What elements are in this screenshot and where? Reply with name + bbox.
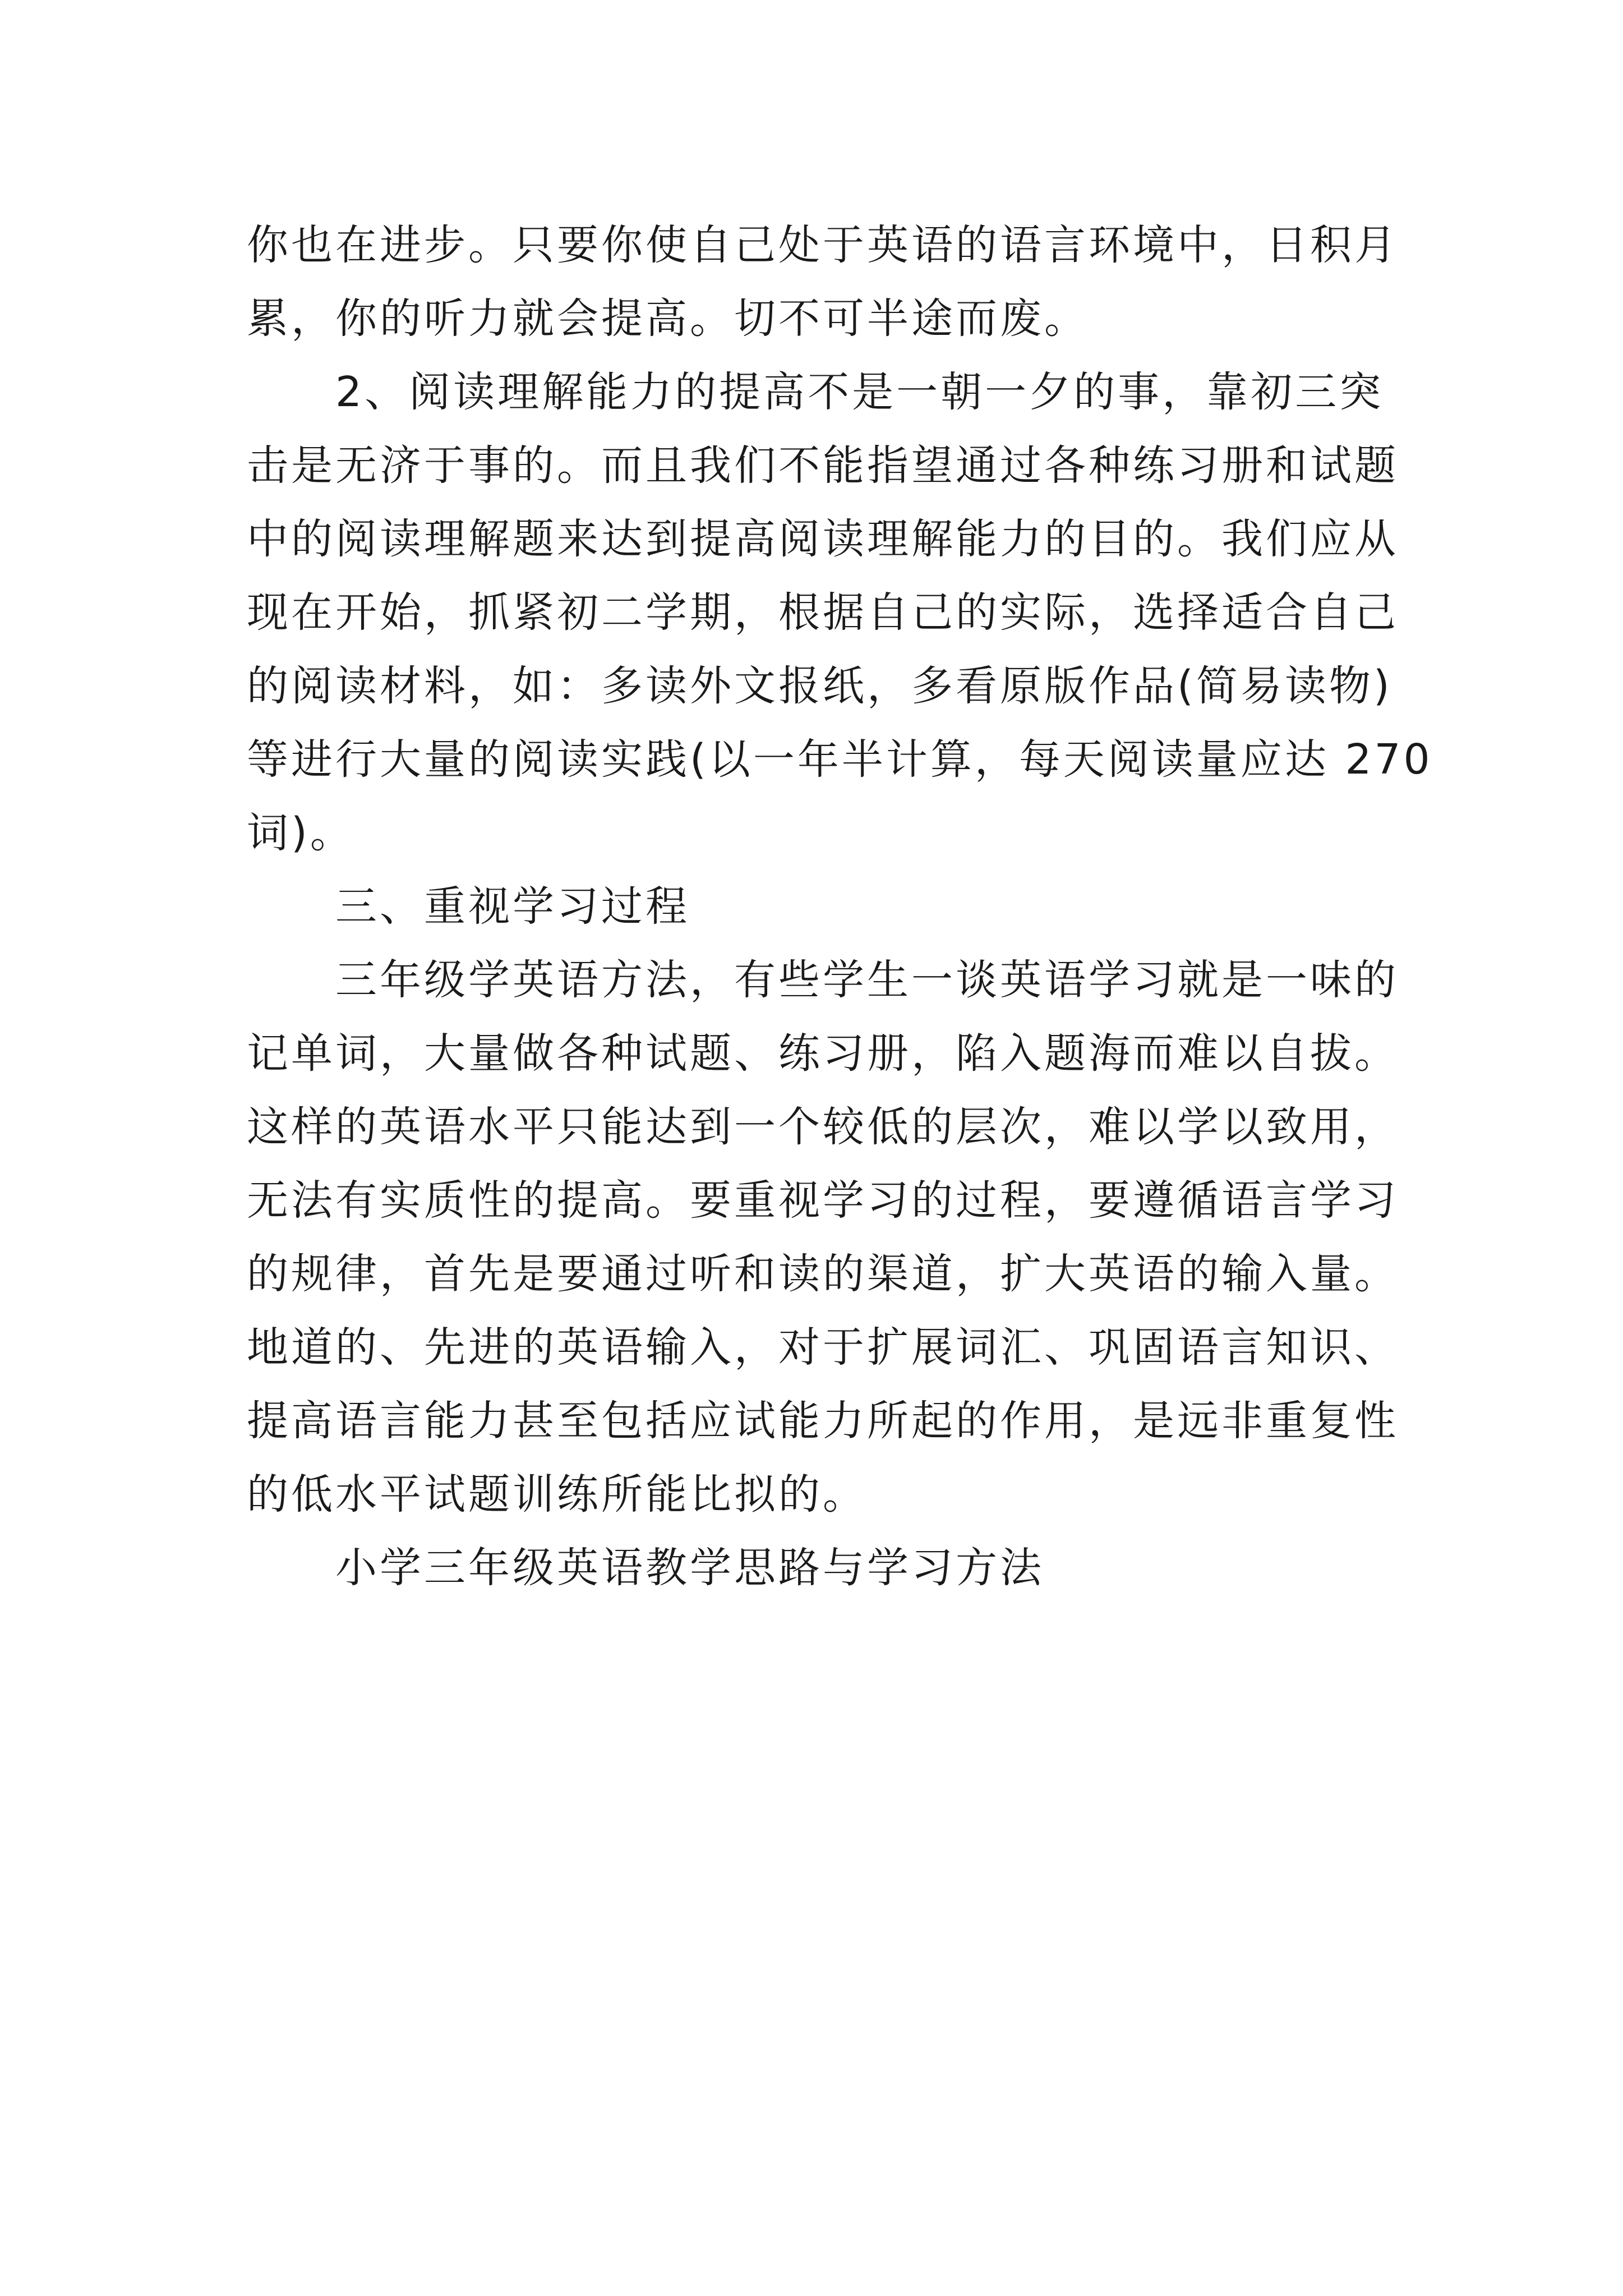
text-line: 这样的英语水平只能达到一个较低的层次，难以学以致用， [247, 1103, 1399, 1151]
text-line: 的规律，首先是要通过听和读的渠道，扩大英语的输入量。 [247, 1250, 1399, 1298]
paragraph-learning-process [247, 944, 1399, 1531]
text-line: 词)。 [247, 809, 354, 857]
text-line: 地道的、先进的英语输入，对于扩展词汇、巩固语言知识、 [247, 1323, 1399, 1372]
document-body [247, 209, 1433, 1605]
section-heading [247, 870, 1391, 944]
text-line: 你也在进步。只要你使自己处于英语的语言环境中，日积月 [247, 221, 1399, 269]
text-line: 的阅读材料，如：多读外文报纸，多看原版作品(简易读物) [247, 662, 1393, 710]
text-line: 提高语言能力甚至包括应试能力所起的作用，是远非重复性 [247, 1397, 1399, 1445]
text-line: 的低水平试题训练所能比拟的。 [247, 1470, 867, 1519]
paragraph-reading-comprehension [247, 356, 1433, 870]
text-line: 中的阅读理解题来达到提高阅读理解能力的目的。我们应从 [247, 515, 1399, 563]
text-line: 三年级学英语方法，有些学生一谈英语学习就是一味的 [335, 956, 1399, 1004]
text-line: 累，你的听力就会提高。切不可半途而废。 [247, 295, 1089, 343]
text-line: 击是无济于事的。而且我们不能指望通过各种练习册和试题 [247, 441, 1399, 490]
closing-title-text: 小学三年级英语教学思路与学习方法 [335, 1544, 1044, 1592]
section-heading-text: 三、重视学习过程 [335, 882, 690, 931]
text-line: 记单词，大量做各种试题、练习册，陷入题海而难以自拔。 [247, 1029, 1399, 1078]
closing-title [247, 1531, 1391, 1605]
text-line: 2、阅读理解能力的提高不是一朝一夕的事，靠初三突 [335, 368, 1384, 416]
text-line: 现在开始，抓紧初二学期，根据自己的实际，选择适合自己 [247, 588, 1399, 637]
text-line: 等进行大量的阅读实践(以一年半计算，每天阅读量应达 270 [247, 735, 1433, 784]
paragraph-listening-progress [247, 209, 1399, 356]
text-line: 无法有实质性的提高。要重视学习的过程，要遵循语言学习 [247, 1176, 1399, 1225]
